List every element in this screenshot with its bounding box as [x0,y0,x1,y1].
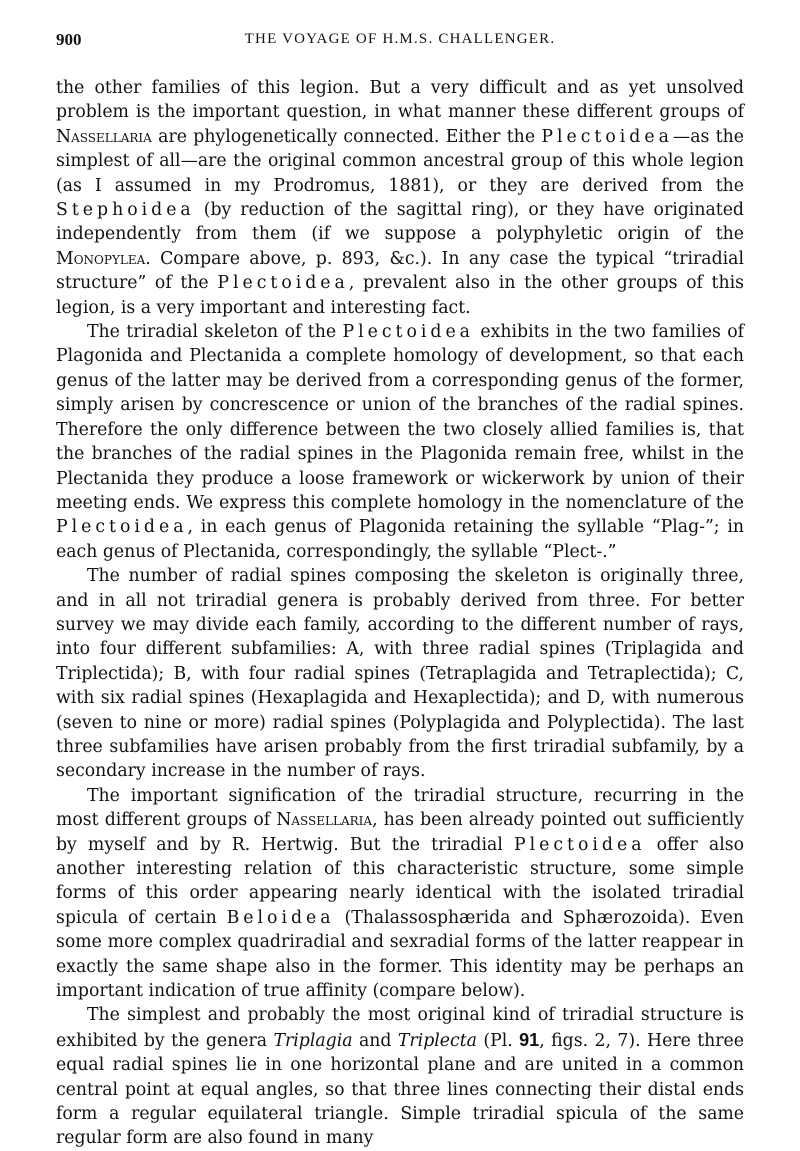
paragraph [56,784,744,1004]
spaced-term: Plectoidea [342,322,474,343]
text-run: are phylogenetically connected. Either the [151,126,542,147]
spaced-term: Beloidea [226,907,335,928]
body-text [56,76,744,1151]
spaced-term: Plectoidea [513,834,646,855]
text-run: , has been already pointed out sufficiently by myself and by R. Hertwig. But the triradial [56,810,744,855]
text-run: (by reduction of the sagittal ring), or they have originated independently from them (if we suppose a polyphyletic origin of the [56,200,744,245]
paragraph [56,76,744,320]
paragraph [56,564,744,784]
page-header [56,30,744,60]
spaced-term: Plectoidea [541,126,673,147]
small-caps-term: Monopylea [56,248,146,269]
paragraph [56,320,744,564]
page-number: 900 [56,30,82,49]
running-title: THE VOYAGE OF H.M.S. CHALLENGER. [244,31,556,47]
small-caps-term: Nassellaria [56,126,152,147]
text-run: , figs. 2, 7). Here three equal radial spines lie in one horizontal plane and are united in a common central point at equal angles, so that three lines connecting their distal ends form a regular equilateral triangle. Simple triradial spicula of the same regular form are also found in many [56,1030,745,1149]
italic-term: Triplagia [273,1030,353,1051]
text-run: The simplest and probably the most original kind of triradial structure is exhibited by the genera [56,1005,744,1051]
text-run: (Pl. [476,1030,520,1051]
text-run: . Compare above, p. 893, &c.). In any case the typical “triradial structure” of the [56,248,744,294]
spaced-term: Plectoidea [217,273,349,294]
text-run: exhibits in the two families of Plagonida and Plectanida a complete homology of development, so that each genus of the latter may be derived from a corresponding genus of the former, simply arisen by concrescence or union of the branches of the radial spines. Therefore the only difference between the two closely allied families is, that the branches of the radial spines in the Plagonida remain free, whilst in the Plectanida they produce a loose framework or wickerwork by union of their meeting ends. We express this complete homology in the nomenclature of the [56,322,745,513]
text-run: the other families of this legion. But a very difficult and as yet unsolved problem is the important question, in what manner these different groups of [56,78,744,123]
text-run: (Thalassosphærida and Sphærozoida). Even some more complex quadriradial and sexradial forms of the latter reappear in exactly the same shape also in the former. This identity may be perhaps an important indication of true affinity (compare below). [56,907,744,1002]
plate-number: 91 [519,1029,540,1050]
text-run: The number of radial spines composing the skeleton is originally three, and in all not triradial genera is probably derived from three. For better survey we may divide each family, according to the different number of rays, into four different subfamilies: A, with three radial spines (Triplagida and Triplectida); B, with four radial spines (Tetraplagida and Tetraplectida); C, with six radial spines (Hexaplagida and Hexaplectida); and D, with numerous (seven to nine or more) radial spines (Polyplagida and Polyplectida). The last three subfamilies have arisen probably from the first triradial subfamily, by a secondary increase in the number of rays. [56,566,744,782]
text-run: —as the simplest of all—are the original common ancestral group of this whole legion (as I assumed in my Prodromus, 1881), or they are derived from the [56,126,744,196]
italic-term: Triplecta [397,1030,477,1051]
text-run: The important signification of the triradial structure, recurring in the most different groups of [56,785,744,831]
text-run: and [352,1030,398,1051]
spaced-term: Stephoidea [56,200,195,221]
spaced-term: Plectoidea [56,517,188,538]
text-run: offer also another interesting relation of this characteristic structure, some simple forms of this order appearing nearly identical with the isolated triradial spicula of certain [56,834,744,928]
paragraph [56,1003,744,1150]
text-run: , in each genus of Plagonida retaining the syllable “Plag-”; in each genus of Plectanida, correspondingly, the syllable “Plect-.” [56,517,744,562]
text-run: , prevalent also in the other groups of this legion, is a very important and interesting fact. [56,273,744,318]
small-caps-term: Nassellaria [276,810,373,831]
text-run: The triradial skeleton of the [87,322,343,343]
